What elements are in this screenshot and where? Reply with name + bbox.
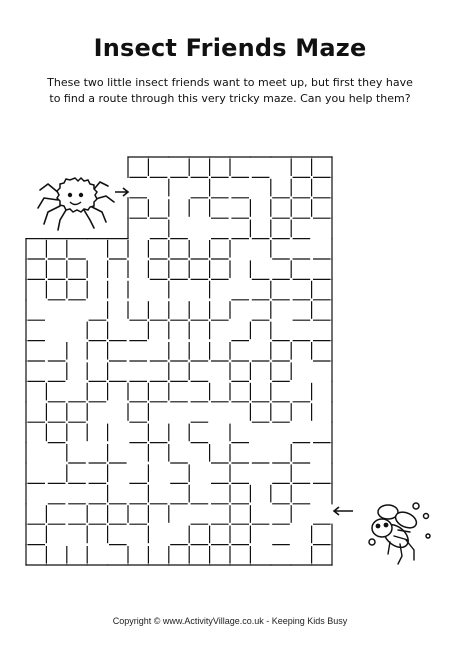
finish-arrow <box>332 506 354 516</box>
spider-icon <box>34 162 120 232</box>
copyright-footer: Copyright © www.ActivityVillage.co.uk - Keeping Kids Busy <box>112 616 348 626</box>
page-title: Insect Friends Maze <box>93 34 367 62</box>
fly-icon <box>354 494 440 574</box>
intro-text: These two little insect friends want to meet up, but first they have to find a route through this very tricky maze. Can you help them? <box>47 76 413 105</box>
start-arrow <box>114 187 130 197</box>
